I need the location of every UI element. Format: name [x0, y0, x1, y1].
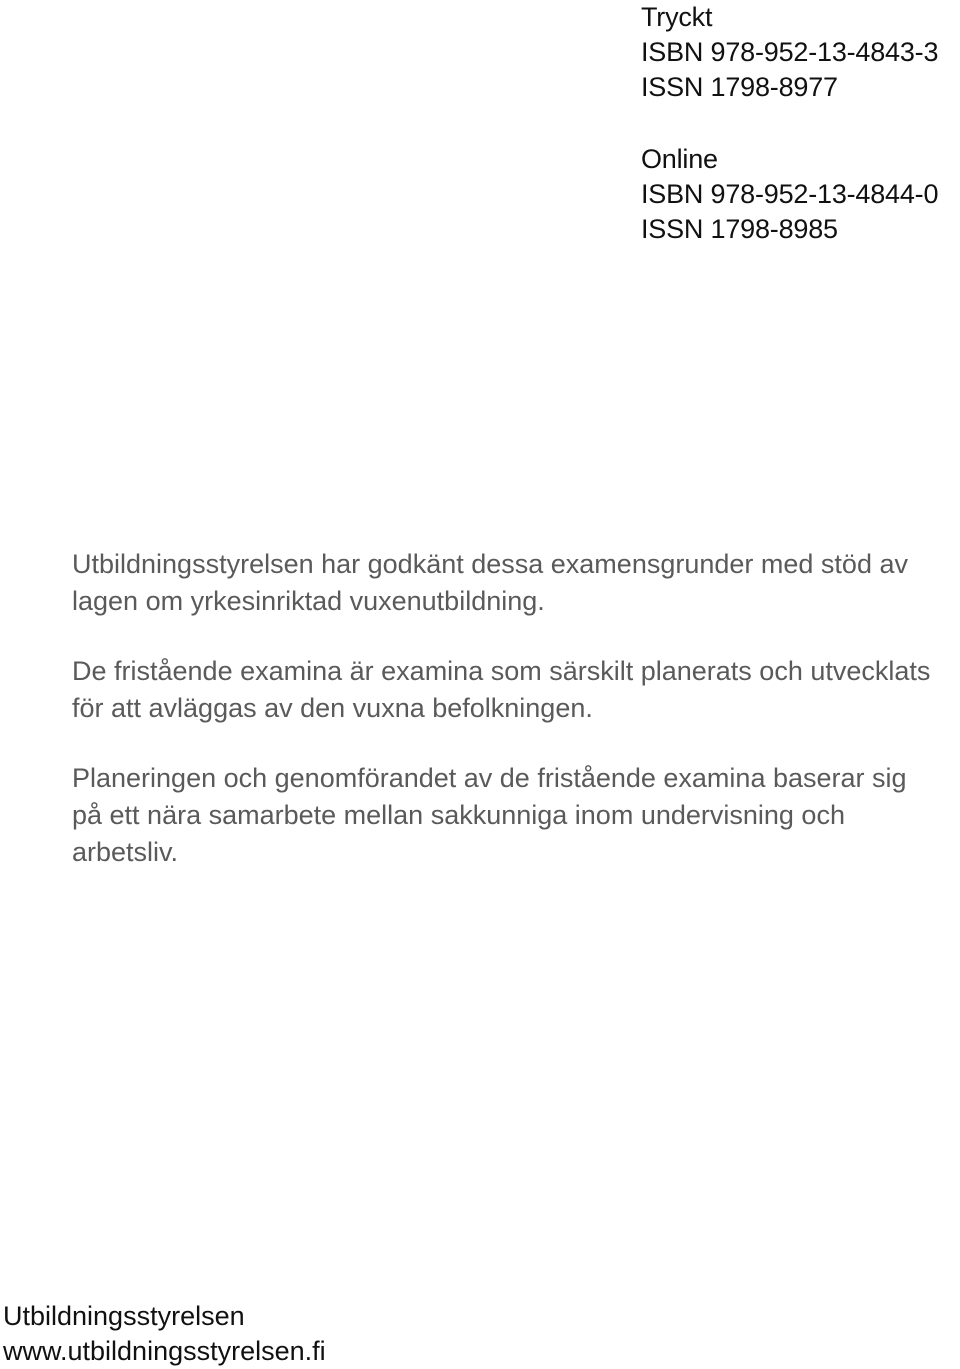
online-issn: ISSN 1798-8985: [641, 214, 838, 244]
publisher-footer: [3, 1299, 326, 1369]
statement-paragraph: Planeringen och genomförandet av de fristående examina baserar sig på ett nära samarbete mellan sakkunniga inom undervisning och arbetsliv.: [72, 763, 907, 867]
print-issn: ISSN 1798-8977: [641, 72, 838, 102]
publisher-name: Utbildningsstyrelsen: [3, 1301, 245, 1331]
statement-paragraph: De fristående examina är examina som särskilt planerats och utvecklats för att avläggas av den vuxna befolkningen.: [72, 656, 931, 723]
online-edition-info: [641, 142, 938, 247]
publication-identifiers: [641, 0, 938, 247]
print-label: Tryckt: [641, 2, 713, 32]
print-edition-info: [641, 0, 938, 105]
online-label: Online: [641, 144, 718, 174]
approval-statement: [72, 546, 942, 904]
print-isbn: ISBN 978-952-13-4843-3: [641, 37, 939, 67]
publisher-website: www.utbildningsstyrelsen.fi: [3, 1336, 326, 1366]
online-isbn: ISBN 978-952-13-4844-0: [641, 179, 939, 209]
statement-paragraph: Utbildningsstyrelsen har godkänt dessa examensgrunder med stöd av lagen om yrkesinriktad vuxenutbildning.: [72, 549, 908, 616]
